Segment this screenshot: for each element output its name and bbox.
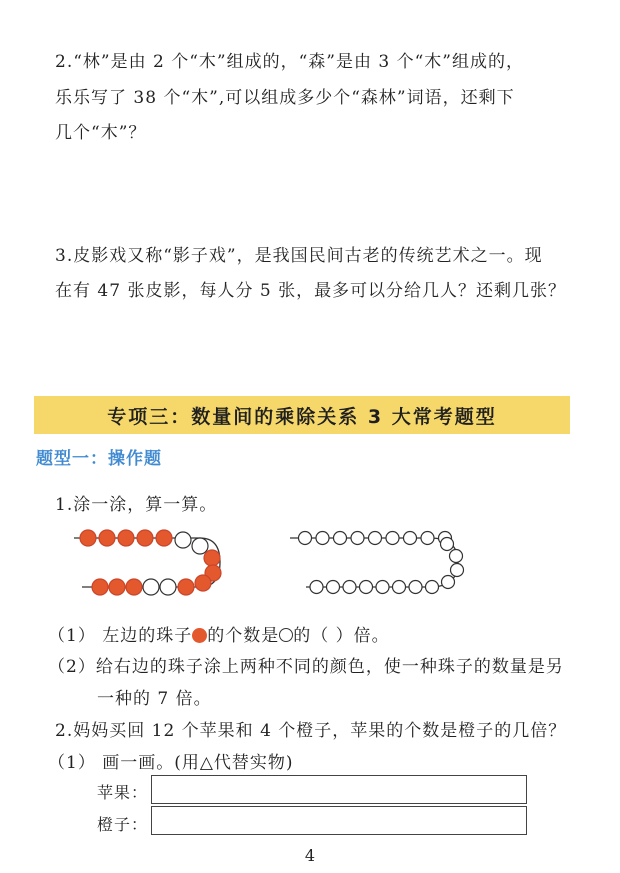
white-bead xyxy=(404,532,417,545)
white-bead xyxy=(334,532,347,545)
q1-part1 xyxy=(48,621,390,646)
white-bead xyxy=(360,581,373,594)
white-bead xyxy=(343,581,356,594)
right-bead-string xyxy=(290,532,464,594)
left-bead-string xyxy=(74,530,221,595)
white-bead xyxy=(192,538,208,554)
white-bead xyxy=(316,532,329,545)
red-bead xyxy=(99,530,115,546)
white-bead xyxy=(386,532,399,545)
white-bead xyxy=(376,581,389,594)
red-bead xyxy=(80,530,96,546)
q1-part1-c: 的（ ）倍。 xyxy=(293,626,390,646)
q3-prev-line1: 3.皮影戏又称“影子戏”，是我国民间古老的传统艺术之一。现 xyxy=(55,246,543,266)
white-bead xyxy=(409,581,422,594)
red-bead xyxy=(156,530,172,546)
white-bead xyxy=(393,581,406,594)
subheading: 题型一：操作题 xyxy=(36,449,162,469)
q2-prev-line2: 乐乐写了 38 个“木”,可以组成多少个“森林”词语，还剩下 xyxy=(55,88,515,108)
bead-wire xyxy=(290,538,458,587)
q1-part2-line1: （2）给右边的珠子涂上两种不同的颜色，使一种珠子的数量是另 xyxy=(48,657,564,677)
q2-part1: （1） 画一画。(用△代替实物) xyxy=(48,753,294,773)
white-bead xyxy=(299,532,312,545)
red-bead xyxy=(109,579,125,595)
red-bead xyxy=(195,575,211,591)
white-bead xyxy=(441,538,454,551)
white-bead xyxy=(369,532,382,545)
white-bead xyxy=(175,532,191,548)
q1-part1-a: （1） 左边的珠子 xyxy=(48,626,193,646)
q2-prev-line1: 2.“林”是由 2 个“木”组成的，“森”是由 3 个“木”组成的， xyxy=(55,52,524,72)
white-bead xyxy=(160,579,176,595)
q1-title: 1.涂一涂，算一算。 xyxy=(55,495,218,515)
white-bead xyxy=(442,576,455,589)
red-bead xyxy=(178,579,194,595)
page-number: 4 xyxy=(304,846,316,865)
red-bead xyxy=(92,579,108,595)
white-bead xyxy=(451,564,464,577)
q3-prev-line2: 在有 47 张皮影，每人分 5 张，最多可以分给几人？还剩几张？ xyxy=(55,281,567,301)
q2-prev-line3: 几个“木”？ xyxy=(55,123,147,143)
white-bead xyxy=(351,532,364,545)
white-bead xyxy=(327,581,340,594)
red-bead-icon xyxy=(192,628,207,643)
orange-label: 橙子： xyxy=(97,815,149,834)
white-bead xyxy=(143,579,159,595)
white-bead xyxy=(426,581,439,594)
white-bead xyxy=(450,550,463,563)
bead-illustration xyxy=(60,520,580,610)
red-bead xyxy=(137,530,153,546)
orange-drawing-box[interactable] xyxy=(151,806,527,835)
q1-part2-line2: 一种的 7 倍。 xyxy=(97,689,212,709)
white-bead xyxy=(310,581,323,594)
white-bead-icon xyxy=(279,628,293,642)
red-bead xyxy=(126,579,142,595)
q1-part1-b: 的个数是 xyxy=(207,626,280,646)
white-bead xyxy=(421,532,434,545)
red-bead xyxy=(204,550,220,566)
q2-title: 2.妈妈买回 12 个苹果和 4 个橙子，苹果的个数是橙子的几倍？ xyxy=(55,721,567,741)
apple-label: 苹果： xyxy=(97,783,149,802)
apple-drawing-box[interactable] xyxy=(151,775,527,804)
red-bead xyxy=(118,530,134,546)
section-banner: 专项三：数量间的乘除关系 3 大常考题型 xyxy=(34,396,570,434)
